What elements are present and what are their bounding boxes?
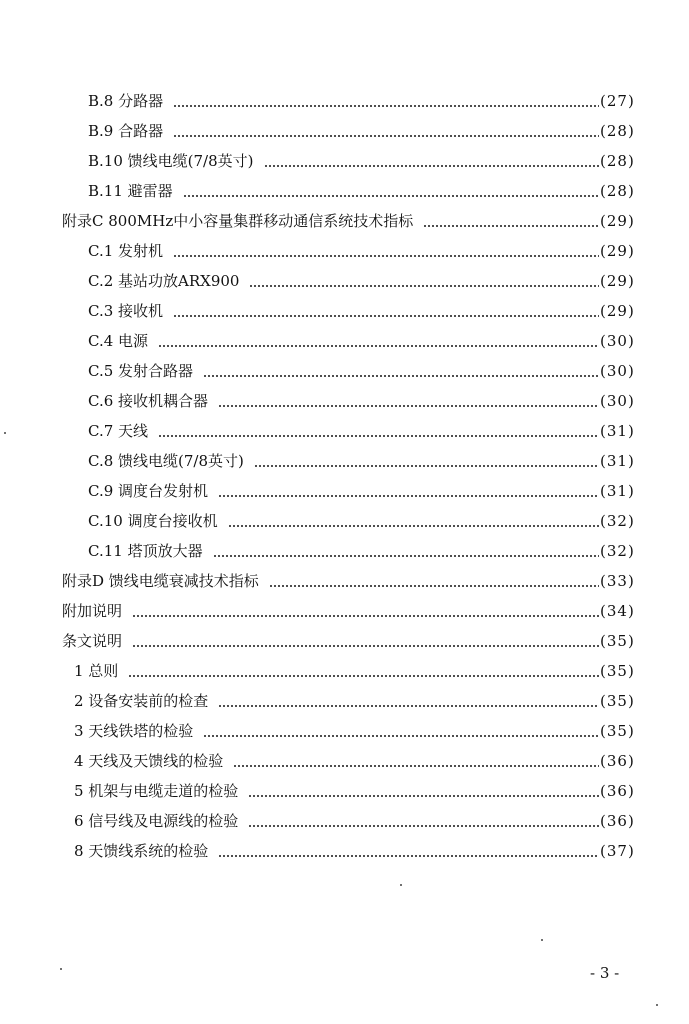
toc-entry-page: (27): [600, 92, 635, 110]
dot-leader: [203, 735, 599, 737]
dot-leader: [173, 315, 599, 317]
toc-entry-page: (29): [600, 302, 635, 320]
dot-leader: [128, 675, 599, 677]
toc-entry: [0, 596, 689, 626]
toc-entry-page: (30): [600, 392, 635, 410]
dot-leader: [173, 105, 599, 107]
toc-entry-label: 6 信号线及电源线的检验: [74, 812, 239, 830]
toc-entry: [0, 236, 689, 266]
toc-entry-page: (32): [600, 542, 635, 560]
toc-entry: [0, 506, 689, 536]
toc-entry-label: B.9 合路器: [88, 122, 164, 140]
toc-entry-label: 附录C 800MHz中小容量集群移动通信系统技术指标: [62, 212, 414, 230]
dot-leader: [158, 435, 599, 437]
scan-speck: [541, 939, 543, 941]
toc-entry: [0, 176, 689, 206]
toc-entry-label: 1 总则: [74, 662, 119, 680]
dot-leader: [203, 375, 599, 377]
toc-entry-label: 8 天馈线系统的检验: [74, 842, 209, 860]
toc-entry-page: (31): [600, 482, 635, 500]
toc-entry: [0, 476, 689, 506]
dot-leader: [132, 615, 599, 617]
toc-entry-page: (30): [600, 362, 635, 380]
toc-entry-page: (37): [600, 842, 635, 860]
toc-entry-label: C.10 调度台接收机: [88, 512, 218, 530]
toc-entry-label: C.5 发射合路器: [88, 362, 194, 380]
toc-entry: [0, 266, 689, 296]
toc-entry: [0, 146, 689, 176]
dot-leader: [218, 405, 599, 407]
toc-entry-label: C.1 发射机: [88, 242, 164, 260]
toc-entry-page: (28): [600, 122, 635, 140]
toc-entry-label: B.10 馈线电缆(7/8英寸): [88, 152, 254, 170]
toc-entry-page: (36): [600, 752, 635, 770]
toc-entry: [0, 626, 689, 656]
toc-entry: [0, 566, 689, 596]
dot-leader: [228, 525, 599, 527]
toc-entry-page: (36): [600, 782, 635, 800]
dot-leader: [264, 165, 599, 167]
toc-entry-page: (29): [600, 242, 635, 260]
dot-leader: [183, 195, 599, 197]
dot-leader: [248, 795, 599, 797]
toc-entry-label: C.9 调度台发射机: [88, 482, 209, 500]
toc-entry-label: C.3 接收机: [88, 302, 164, 320]
table-of-contents: [0, 86, 689, 866]
toc-entry-label: B.8 分路器: [88, 92, 164, 110]
toc-entry: [0, 86, 689, 116]
toc-entry: [0, 656, 689, 686]
page-number: - 3 -: [590, 964, 620, 982]
toc-entry-label: 附加说明: [62, 602, 123, 620]
dot-leader: [249, 285, 599, 287]
toc-entry-page: (35): [600, 662, 635, 680]
toc-entry-page: (29): [600, 212, 635, 230]
toc-entry-page: (29): [600, 272, 635, 290]
toc-entry-label: 附录D 馈线电缆衰减技术指标: [62, 572, 259, 590]
dot-leader: [173, 255, 599, 257]
toc-entry-label: C.8 馈线电缆(7/8英寸): [88, 452, 244, 470]
toc-entry: [0, 116, 689, 146]
dot-leader: [213, 555, 599, 557]
toc-entry-page: (36): [600, 812, 635, 830]
toc-entry: [0, 776, 689, 806]
toc-entry-page: (31): [600, 422, 635, 440]
toc-entry: [0, 206, 689, 236]
toc-entry: [0, 326, 689, 356]
toc-entry-page: (35): [600, 722, 635, 740]
dot-leader: [248, 825, 599, 827]
toc-entry: [0, 746, 689, 776]
toc-entry-page: (35): [600, 692, 635, 710]
toc-entry-label: C.2 基站功放ARX900: [88, 272, 240, 290]
toc-entry-label: 条文说明: [62, 632, 123, 650]
toc-entry-label: C.6 接收机耦合器: [88, 392, 209, 410]
toc-entry-page: (28): [600, 182, 635, 200]
dot-leader: [218, 495, 599, 497]
toc-entry-label: C.7 天线: [88, 422, 149, 440]
dot-leader: [269, 585, 599, 587]
toc-entry-page: (30): [600, 332, 635, 350]
toc-entry: [0, 356, 689, 386]
dot-leader: [423, 225, 599, 227]
toc-entry-label: 2 设备安装前的检查: [74, 692, 209, 710]
toc-entry-label: 4 天线及天馈线的检验: [74, 752, 224, 770]
toc-entry-label: 3 天线铁塔的检验: [74, 722, 194, 740]
dot-leader: [218, 855, 599, 857]
toc-entry: [0, 836, 689, 866]
dot-leader: [158, 345, 599, 347]
toc-entry-label: 5 机架与电缆走道的检验: [74, 782, 239, 800]
dot-leader: [254, 465, 599, 467]
dot-leader: [233, 765, 599, 767]
toc-entry: [0, 446, 689, 476]
toc-entry-page: (28): [600, 152, 635, 170]
toc-entry: [0, 716, 689, 746]
toc-entry: [0, 296, 689, 326]
toc-entry-page: (31): [600, 452, 635, 470]
toc-entry: [0, 536, 689, 566]
toc-entry-label: B.11 避雷器: [88, 182, 173, 200]
dot-leader: [173, 135, 599, 137]
scan-speck: [4, 432, 6, 434]
toc-entry: [0, 386, 689, 416]
scan-speck: [60, 968, 62, 970]
scan-speck: [656, 1004, 658, 1006]
toc-entry-page: (34): [600, 602, 635, 620]
toc-entry: [0, 416, 689, 446]
dot-leader: [132, 645, 599, 647]
toc-entry-label: C.11 塔顶放大器: [88, 542, 203, 560]
dot-leader: [218, 705, 599, 707]
toc-entry-label: C.4 电源: [88, 332, 149, 350]
scan-speck: [400, 884, 402, 886]
toc-entry: [0, 686, 689, 716]
toc-entry-page: (35): [600, 632, 635, 650]
toc-entry: [0, 806, 689, 836]
toc-entry-page: (33): [600, 572, 635, 590]
toc-entry-page: (32): [600, 512, 635, 530]
